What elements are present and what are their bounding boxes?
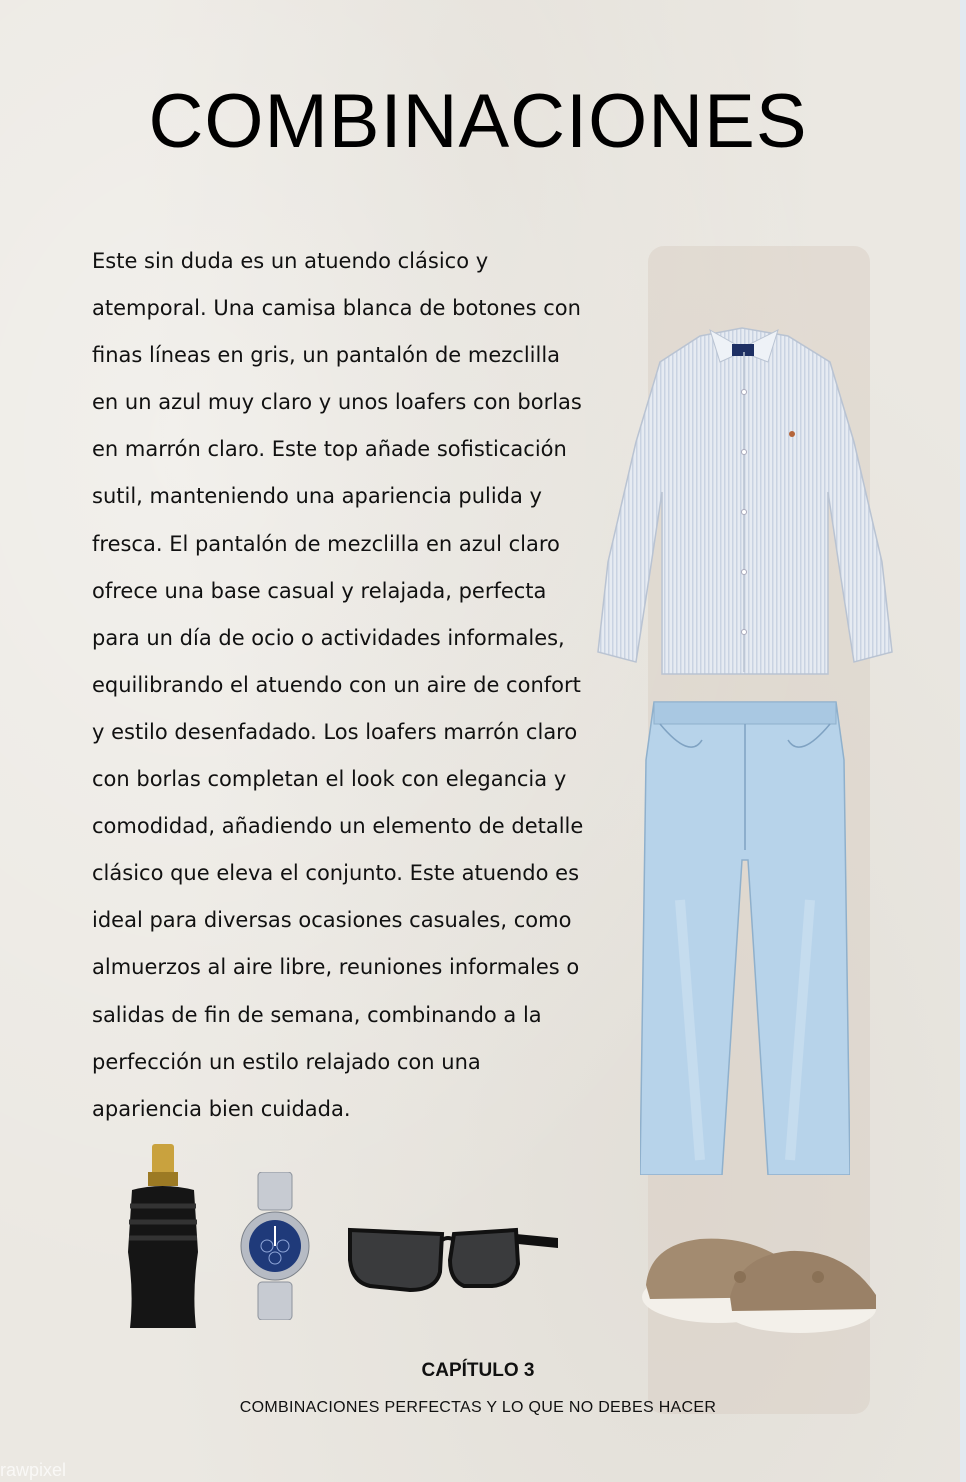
jeans-image <box>640 700 850 1175</box>
shirt-image <box>592 322 896 680</box>
chapter-subtitle: COMBINACIONES PERFECTAS Y LO QUE NO DEBES HACER <box>239 1399 717 1416</box>
perfume-bottle-image <box>122 1142 204 1330</box>
watermark: rawpixel <box>0 1460 67 1480</box>
body-paragraph: Este sin duda es un atuendo clásico y atemporal. Una camisa blanca de botones con finas líneas en gris, un pantalón de mezclilla en un azul muy claro y unos loafers con borlas en marrón claro. Este top añade sofisticación sutil, manteniendo una apariencia pulida y fresca. El pantalón de mezclilla en azul claro ofrece una base casual y relajada, perfecta para un día de ocio o actividades informales, equilibrando el atuendo con un aire de confort y estilo desenfadado. Los loafers marrón claro con borlas completan el look con elegancia y comodidad, añadiendo un elemento de detalle clásico que eleva el conjunto. Este atuendo es ideal para diversas ocasiones casuales, como almuerzos al aire libre, reuniones informales o salidas de fin de semana, combinando a la perfección un estilo relajado con una apariencia bien cuidada. <box>92 249 584 1121</box>
loafers-image <box>640 1225 880 1335</box>
sunglasses-image <box>346 1224 560 1298</box>
wristwatch-image <box>240 1172 310 1320</box>
page-edge <box>960 0 966 1482</box>
chapter-label: CAPÍTULO 3 <box>421 1360 535 1381</box>
page-title: COMBINACIONES <box>148 79 808 164</box>
